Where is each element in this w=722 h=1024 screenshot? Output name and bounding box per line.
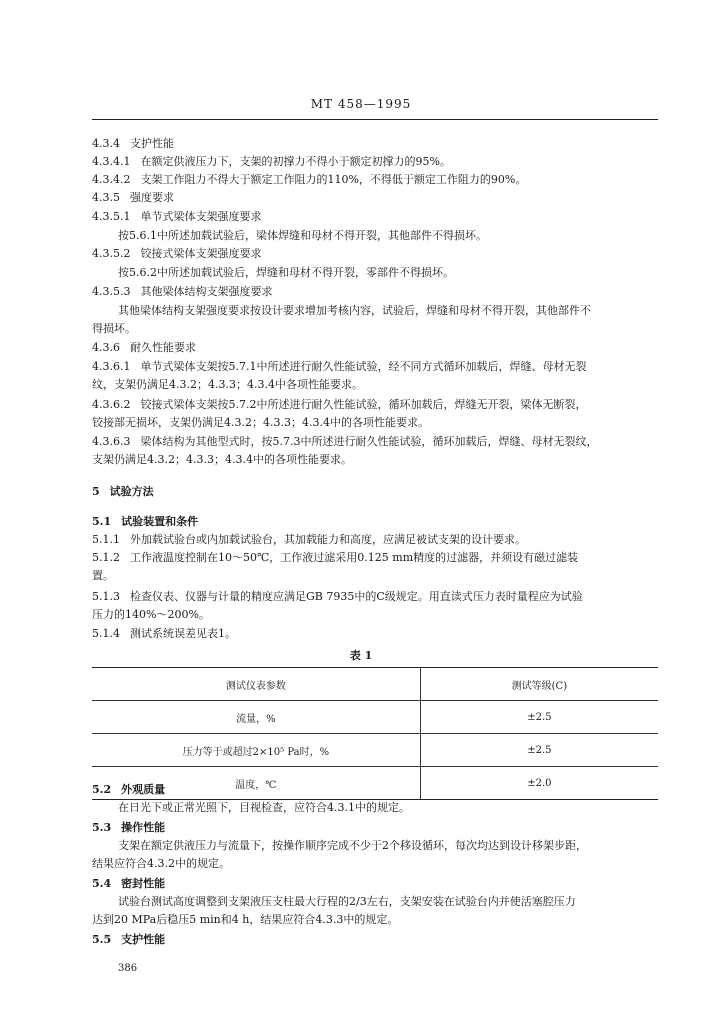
table-cell: ±2.5 [420, 734, 658, 767]
section-heading: 5 试验方法 [92, 485, 154, 498]
text-line: 5.1.2 工作液温度控制在10～50℃，工作液过滤采用0.125 mm精度的过滤器，并须设有磁过滤装 [92, 551, 579, 564]
section-heading: 5.1 试验装置和条件 [92, 515, 199, 528]
table-cell: 流量，% [92, 701, 420, 734]
text-line: 4.3.6.2 铰接式梁体支架按5.7.2中所述进行耐久性能试验，循环加载后，焊缝无开裂，梁体无断裂， [92, 398, 587, 411]
text-line: 压力的140%～200%。 [92, 608, 210, 621]
table-cell: ±2.5 [420, 701, 658, 734]
text-line: 铰接部无损坏，支架仍满足4.3.2；4.3.3；4.3.4中的各项性能要求。 [92, 416, 429, 429]
text-line: 4.3.5.1 单节式梁体支架强度要求 [92, 210, 262, 223]
text-line: 在日光下或正常光照下，目视检查，应符合4.3.1中的规定。 [118, 801, 410, 814]
table-title: 表 1 [349, 649, 373, 662]
text-line: 4.3.5.2 铰接式梁体支架强度要求 [92, 247, 262, 260]
table-cell: ±2.0 [420, 767, 658, 800]
text-line: 纹，支架仍满足4.3.2；4.3.3；4.3.4中各项性能要求。 [92, 378, 363, 391]
section-heading: 5.2 外观质量 [92, 783, 166, 796]
text-line: 5.1.1 外加载试验台或内加载试验台，其加载能力和高度，应满足被试支架的设计要求。 [92, 533, 526, 546]
text-line: 4.3.4 支护性能 [92, 137, 174, 150]
table-row [92, 701, 658, 734]
text-line: 4.3.4.1 在额定供液压力下，支架的初撑力不得小于额定初撑力的95%。 [92, 155, 451, 168]
text-line: 4.3.6.1 单节式梁体支架按5.7.1中所述进行耐久性能试验，经不同方式循环加载后，焊缝、母材无裂 [92, 360, 587, 373]
text-line: 得损坏。 [92, 322, 136, 335]
text-line: 4.3.4.2 支架工作阻力不得大于额定工作阻力的110%，不得低于额定工作阻力的90%。 [92, 173, 527, 186]
text-line: 其他梁体结构支架强度要求按设计要求增加考核内容，试验后，焊缝和母材不得开裂，其他部件不 [118, 304, 591, 317]
text-line: 结果应符合4.3.2中的规定。 [92, 857, 230, 870]
text-line: 试验台测试高度调整到支架液压支柱最大行程的2/3左右，支架安装在试验台内并使活塞腔压力 [118, 895, 576, 908]
table-header-cell: 测试等级(C) [420, 668, 658, 701]
text-line: 5.1.4 测试系统误差见表1。 [92, 627, 236, 640]
section-heading: 5.3 操作性能 [92, 821, 166, 834]
text-line: 达到20 MPa后稳压5 min和4 h，结果应符合4.3.3中的规定。 [92, 913, 399, 926]
text-line: 按5.6.2中所述加载试验后，焊缝和母材不得开裂，零部件不得损坏。 [118, 266, 454, 279]
table-row [92, 734, 658, 767]
section-heading: 5.5 支护性能 [92, 933, 166, 946]
table-cell: 压力等于或超过2×10⁵ Pa时，% [92, 734, 420, 767]
text-line: 支架仍满足4.3.2；4.3.3；4.3.4中的各项性能要求。 [92, 453, 352, 466]
text-line: 置。 [92, 569, 114, 582]
table-row [92, 767, 658, 800]
text-line: 5.1.3 检查仪表、仪器与计量的精度应满足GB 7935中的C级规定。用直读式压力表时量程应为试验 [92, 590, 583, 603]
text-line: 4.3.5.3 其他梁体结构支架强度要求 [92, 285, 273, 298]
page-number: 386 [118, 963, 138, 974]
table-header-row [92, 668, 658, 701]
table-header-cell: 测试仪表参数 [92, 668, 420, 701]
section-heading: 5.4 密封性能 [92, 877, 166, 890]
text-line: 4.3.6 耐久性能要求 [92, 341, 196, 354]
page-header: MT 458—1995 [310, 97, 412, 111]
table-cell: 温度，℃ [92, 767, 420, 800]
text-line: 4.3.5 强度要求 [92, 191, 174, 204]
text-line: 支架在额定供液压力与流量下，按操作顺序完成不少于2个移设循环，每次均达到设计移架步距， [118, 839, 587, 852]
header-rule [92, 119, 658, 120]
text-line: 按5.6.1中所述加载试验后，梁体焊缝和母材不得开裂，其他部件不得损坏。 [118, 229, 487, 242]
text-line: 4.3.6.3 梁体结构为其他型式时，按5.7.3中所述进行耐久性能试验，循环加载后，焊缝、母材无裂纹， [92, 435, 598, 448]
error-table [92, 667, 658, 800]
